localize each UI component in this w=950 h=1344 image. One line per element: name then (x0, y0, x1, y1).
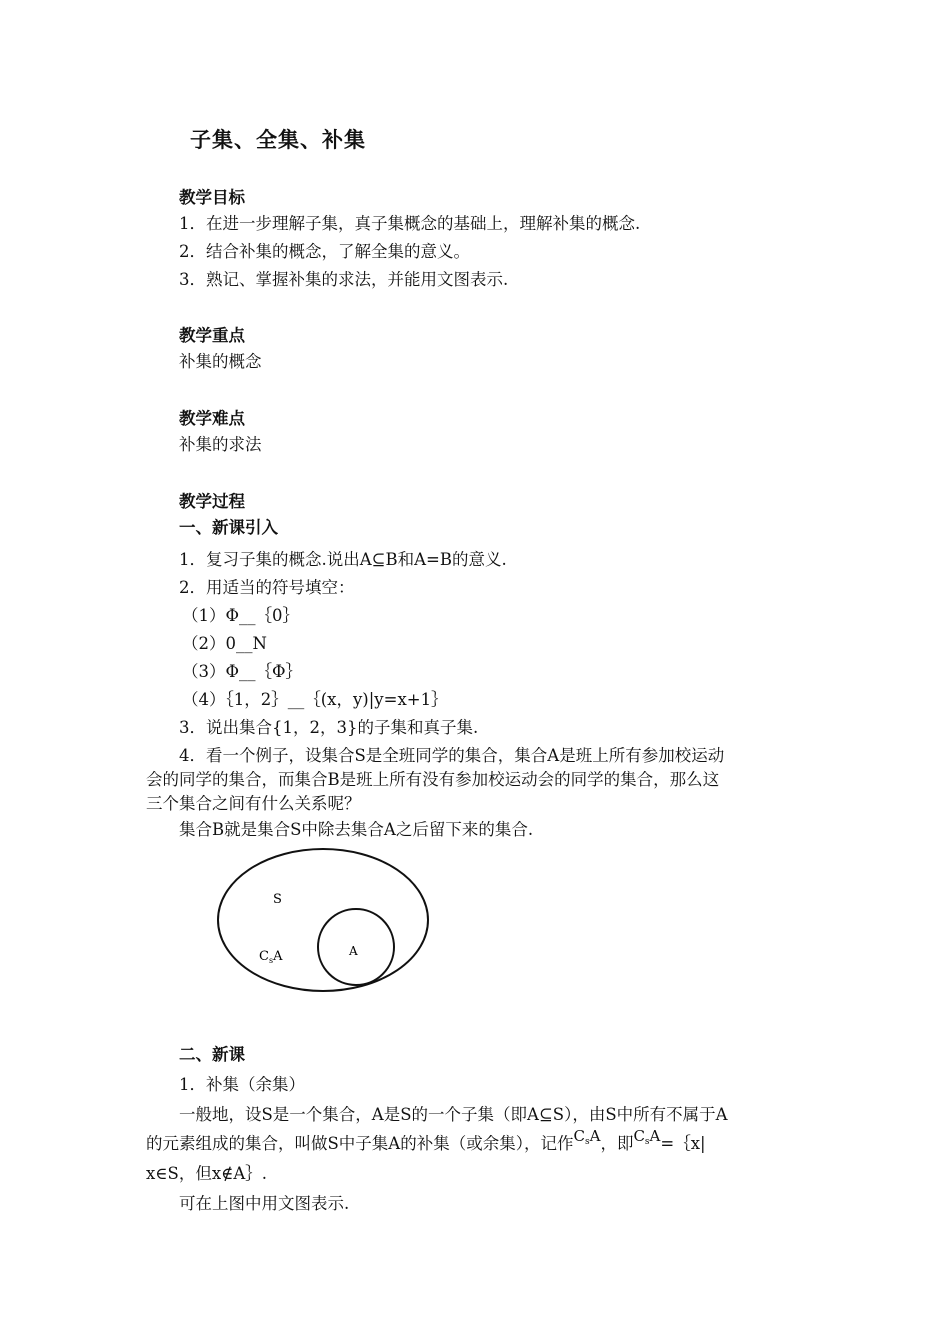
question-1: 1．复习子集的概念.说出A⊆B和A=B的意义. (179, 550, 507, 569)
definition-line: 的元素组成的集合，叫做S中子集A的补集（或余集），记作$C_sA$，即$C_sA=\{x|$ (146, 1127, 706, 1153)
difficult-text: 补集的求法 (179, 435, 262, 454)
question-2: 2．用适当的符号填空： (179, 578, 355, 597)
page-title: 子集、全集、补集 (190, 128, 366, 152)
fill-item: （3）Φ__｛Φ｝ (182, 662, 303, 681)
goals-heading: 教学目标 (179, 188, 245, 207)
process-heading: 教学过程 (179, 492, 245, 511)
fill-item: （4）｛1，2｝__｛(x，y)|y=x+1｝ (182, 690, 448, 709)
definition-line: x∈S，但x∉A｝. (146, 1164, 268, 1183)
question-4-line: 会的同学的集合，而集合B是班上所有没有参加校运动会的同学的集合，那么这 (146, 770, 720, 789)
fill-item: （1）Φ__｛0｝ (182, 606, 300, 625)
definition-line: 一般地，设S是一个集合，A是S的一个子集（即A⊆S），由S中所有不属于A (179, 1105, 728, 1124)
key-text: 补集的概念 (179, 352, 262, 371)
fill-item: （2）0__N (182, 634, 267, 653)
question-3: 3．说出集合{1，2，3}的子集和真子集. (179, 718, 479, 737)
set-s-label: S (273, 892, 282, 907)
part1-heading: 一、新课引入 (179, 518, 278, 537)
venn-diagram (215, 846, 437, 1002)
part2-heading: 二、新课 (179, 1045, 245, 1064)
complement-item-title: 1．补集（余集） (179, 1075, 305, 1094)
key-heading: 教学重点 (179, 326, 245, 345)
question-4-line: 三个集合之间有什么关系呢？ (146, 794, 361, 813)
goal-item: 2．结合补集的概念，了解全集的意义。 (179, 242, 470, 261)
set-s-ellipse (218, 849, 428, 991)
goal-item: 1．在进一步理解子集，真子集概念的基础上，理解补集的概念. (179, 214, 641, 233)
difficult-heading: 教学难点 (179, 409, 245, 428)
goal-item: 3．熟记、掌握补集的求法，并能用文图表示. (179, 270, 509, 289)
set-a-label: A (349, 944, 358, 958)
complement-label: $C_sA$ (259, 949, 283, 965)
conclusion-text: 集合B就是集合S中除去集合A之后留下来的集合. (179, 820, 534, 839)
question-4-line: 4．看一个例子，设集合S是全班同学的集合，集合A是班上所有参加校运动 (179, 746, 725, 765)
complement-notation: $C_sA$ (573, 1127, 601, 1147)
complement-notation: $C_sA$ (633, 1127, 661, 1147)
final-text: 可在上图中用文图表示. (179, 1194, 350, 1213)
